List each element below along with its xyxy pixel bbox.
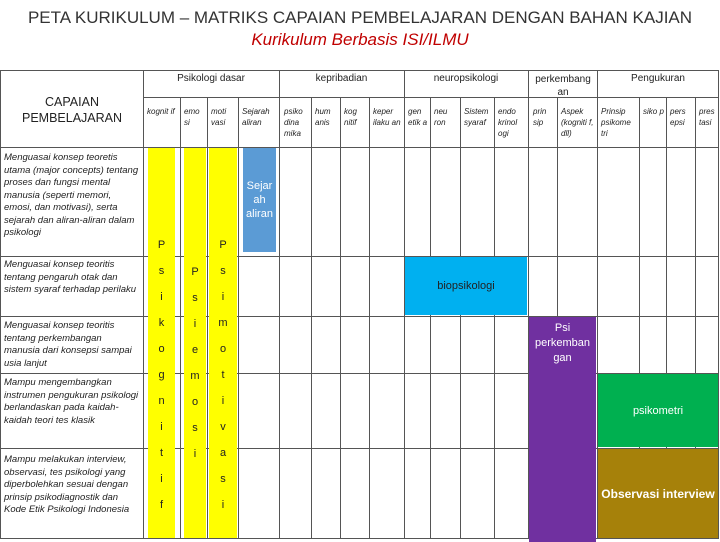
vertical-letter: i bbox=[193, 448, 197, 460]
vertical-letter: f bbox=[159, 499, 164, 511]
subheader-aspek: Aspek (kogniti f, dll) bbox=[561, 107, 594, 138]
group-pengukuran: Pengukuran bbox=[631, 73, 685, 84]
box-biopsikologi: biopsikologi bbox=[405, 257, 527, 315]
vertical-letter: s bbox=[220, 265, 226, 277]
vertical-letter: i bbox=[193, 318, 197, 330]
vertical-letter: P bbox=[157, 239, 166, 251]
box-psi-perkembangan: Psi perkemban gan bbox=[529, 317, 596, 542]
vertical-letter: t bbox=[221, 369, 225, 381]
group-kepribadian: kepribadian bbox=[315, 73, 368, 84]
outcome-row-5: Mampu melakukan interview, observasi, tes psikologi yang diperbolehkan sesuai dengan prinsip psikodiagnostik dan Kode Etik Psikologi Indonesia bbox=[4, 454, 130, 515]
corner-label: CAPAIAN PEMBELAJARAN bbox=[21, 95, 123, 125]
vertical-letter: s bbox=[192, 422, 198, 434]
vertical-letter: i bbox=[160, 291, 163, 303]
vertical-letter: i bbox=[160, 473, 163, 485]
vertical-letter: g bbox=[158, 369, 165, 381]
subheader-motivasi: moti vasi bbox=[211, 107, 227, 127]
subheader-sikap: siko p bbox=[643, 107, 664, 116]
outcome-row-1: Menguasai konsep teoretis utama (major concepts) tentang proses dan fungsi mental manusia (seperti memori, emosi, dan motivasi), serta sejarah dan aliran-aliran dalam psikologi bbox=[4, 152, 139, 238]
page-title: PETA KURIKULUM – MATRIKS CAPAIAN PEMBELAJARAN DENGAN BAHAN KAJIAN bbox=[27, 8, 693, 27]
subheader-sistem-syaraf: Sistem syaraf bbox=[464, 107, 489, 127]
vertical-letter: m bbox=[218, 317, 228, 329]
vertical-letter: i bbox=[221, 291, 225, 303]
subheader-prinsip: prin sip bbox=[533, 107, 547, 127]
vertical-letter: t bbox=[159, 447, 164, 459]
subheader-neuron: neu ron bbox=[434, 107, 448, 127]
box-psikometri: psikometri bbox=[598, 374, 718, 447]
box-sejarah-aliran: Sejar ah aliran bbox=[243, 148, 276, 252]
subheader-kognitif-kep: kog nitif bbox=[344, 107, 357, 127]
group-psikologi-dasar: Psikologi dasar bbox=[177, 73, 245, 84]
vertical-letter: k bbox=[158, 317, 165, 329]
outcome-row-3: Menguasai konsep teoritis tentang perkembangan manusia dari konsepsi sampai usia lanjut bbox=[4, 320, 132, 369]
vertical-letter: o bbox=[219, 343, 227, 355]
vertical-letter: s bbox=[220, 473, 226, 485]
subheader-prinsip-psikometri: Prinsip psikome tri bbox=[601, 107, 631, 138]
vertical-letter: s bbox=[158, 265, 165, 277]
vertical-letter: n bbox=[158, 395, 165, 407]
subheader-keperilakuan: keper ilaku an bbox=[373, 107, 401, 127]
subheader-emosi: emo si bbox=[184, 107, 200, 127]
vertical-letter: P bbox=[219, 239, 227, 251]
vertical-letter: a bbox=[219, 447, 227, 459]
outcome-row-2: Menguasai konsep teoritis tentang pengaruh otak dan sistem syaraf terhadap perilaku bbox=[4, 259, 137, 295]
vertical-letter: e bbox=[191, 344, 199, 356]
outcome-row-4: Mampu mengembangkan instrumen pengukuran psikologi berlandaskan pada kaidah-kaidah teori tes klasik bbox=[4, 377, 139, 426]
box-observasi-interview: Observasi interview bbox=[598, 449, 718, 538]
subheader-persepsi: pers epsi bbox=[670, 107, 686, 127]
subheader-prestasi: pres tasi bbox=[699, 107, 715, 127]
vertical-letter: P bbox=[191, 266, 199, 278]
vertical-letter: i bbox=[221, 499, 225, 511]
group-perkembangan: perkembang an bbox=[535, 74, 591, 98]
vertical-letter: v bbox=[220, 421, 226, 433]
vertical-letter: o bbox=[158, 343, 165, 355]
vertical-letter: s bbox=[192, 292, 198, 304]
group-neuropsikologi: neuropsikologi bbox=[433, 73, 499, 84]
vertical-label-psikognitif bbox=[148, 232, 175, 518]
vertical-letter: i bbox=[221, 395, 225, 407]
subheader-kognitif: kognit if bbox=[147, 107, 175, 116]
vertical-label-psimotivasi bbox=[209, 232, 237, 518]
subheader-genetika: gen etik a bbox=[408, 107, 428, 127]
vertical-letter: m bbox=[190, 370, 200, 382]
vertical-letter: o bbox=[191, 396, 199, 408]
vertical-label-psiemosi bbox=[184, 259, 206, 467]
subheader-endokrinologi: endo krinol ogi bbox=[498, 107, 518, 138]
vertical-letter: i bbox=[160, 421, 163, 433]
subheader-humanis: hum anis bbox=[315, 107, 331, 127]
subheader-psikodinamika: psiko dina mika bbox=[284, 107, 303, 138]
subheader-sejarah-aliran: Sejarah aliran bbox=[242, 107, 270, 127]
page-subtitle: Kurikulum Berbasis ISI/ILMU bbox=[251, 30, 469, 49]
